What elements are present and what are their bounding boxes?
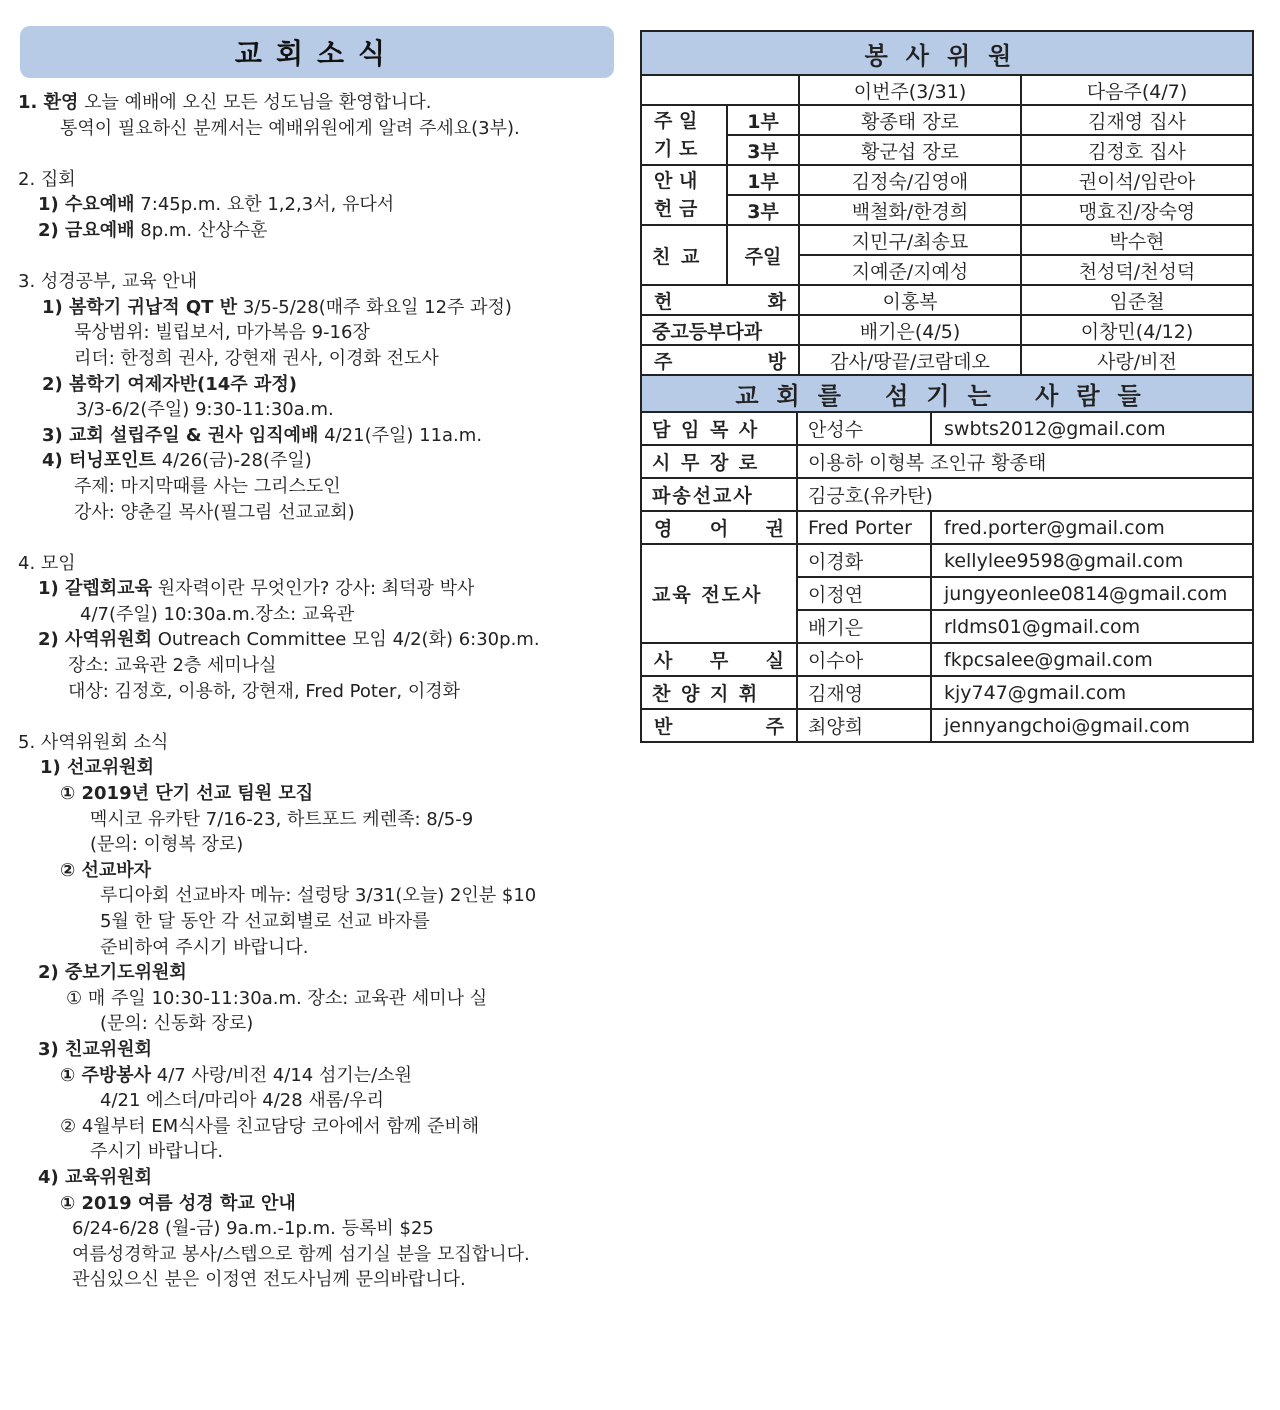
edu-name-3: 배기은 xyxy=(797,610,931,643)
youth-this: 배기은(4/5) xyxy=(799,315,1021,345)
news-line-text: 3/3-6/2(주일) 9:30-11:30a.m. xyxy=(76,399,334,421)
fellowship-label: 친 교 xyxy=(641,225,727,285)
usher-sub-1: 1부 xyxy=(727,165,799,195)
news-line xyxy=(18,807,630,833)
next-week-header: 다음주(4/7) xyxy=(1021,75,1253,105)
news-line xyxy=(18,1267,630,1293)
news-line xyxy=(18,1165,630,1191)
news-line-text: (문의: 이형복 장로) xyxy=(90,834,244,856)
news-line-text: 2. 집회 xyxy=(18,168,76,190)
news-line xyxy=(18,883,630,909)
prayer-label: 주 일 기 도 xyxy=(641,105,727,165)
news-line-text: 통역이 필요하신 분께서는 예배위원에게 알려 주세요(3부). xyxy=(60,117,520,139)
fellowship-next-2: 천성덕/천성덕 xyxy=(1021,255,1253,285)
usher-label: 안 내 헌 금 xyxy=(641,165,727,225)
news-line xyxy=(18,192,630,218)
news-line xyxy=(18,116,630,142)
news-line xyxy=(18,858,630,884)
news-line-text: 준비하여 주시기 바랍니다. xyxy=(100,936,309,958)
elders-label: 시 무 장 로 xyxy=(641,445,797,478)
accomp-label: 반 주 xyxy=(641,709,797,742)
news-line-text: 주제: 마지막때를 사는 그리스도인 xyxy=(74,475,341,497)
news-line xyxy=(18,935,630,961)
edu-name-1: 이경화 xyxy=(797,544,931,577)
missionary-label: 파송선교사 xyxy=(641,478,797,511)
news-line xyxy=(18,1139,630,1165)
prayer-sub-3: 3부 xyxy=(727,135,799,165)
fellowship-sub: 주일 xyxy=(727,225,799,285)
news-line-text: 3. 성경공부, 교육 안내 xyxy=(18,271,198,293)
news-line xyxy=(18,1063,630,1089)
kitchen-next: 사랑/비전 xyxy=(1021,345,1253,375)
prayer-this-1: 황종태 장로 xyxy=(799,105,1021,135)
church-news-column xyxy=(18,26,630,1293)
flower-next: 임준철 xyxy=(1021,285,1253,315)
news-line-heading: 2) 사역위원회 xyxy=(38,629,152,651)
news-line xyxy=(18,986,630,1012)
news-line-text: (문의: 신동화 장로) xyxy=(100,1013,254,1035)
news-line-text: 대상: 김정호, 이용하, 강현재, Fred Poter, 이경화 xyxy=(68,680,461,702)
news-line xyxy=(18,653,630,679)
news-line-heading: 2) 금요예배 xyxy=(38,219,135,241)
news-line-text: 4/21(주일) 11a.m. xyxy=(318,424,483,446)
news-line-text: 리더: 한정희 권사, 강현재 권사, 이경화 전도사 xyxy=(74,347,439,369)
english-label: 영 어 권 xyxy=(641,511,797,544)
news-line-heading: ② 선교바자 xyxy=(60,859,152,881)
news-line-heading: ① 2019년 단기 선교 팀원 모집 xyxy=(60,783,314,805)
news-line-text: 4/26(금)-28(주일) xyxy=(155,450,312,472)
news-line-text: 여름성경학교 봉사/스텝으로 함께 섬기실 분을 모집합니다. xyxy=(72,1243,530,1265)
news-line-text: 7:45p.m. 요한 1,2,3서, 유다서 xyxy=(134,194,395,216)
edu-email-2: jungyeonlee0814@gmail.com xyxy=(931,577,1253,610)
choir-email: kjy747@gmail.com xyxy=(931,676,1253,709)
prayer-next-1: 김재영 집사 xyxy=(1021,105,1253,135)
news-line-text: 관심있으신 분은 이정연 전도사님께 문의바랍니다. xyxy=(72,1269,466,1291)
staff-title: 교회를 섬기는 사람들 xyxy=(641,375,1253,412)
news-line-heading: 1) 선교위원회 xyxy=(40,757,154,779)
accomp-name: 최양희 xyxy=(797,709,931,742)
news-line-text: 4. 모임 xyxy=(18,552,76,574)
news-line xyxy=(18,372,630,398)
news-line-text: 3/5-5/28(매주 화요일 12주 과정) xyxy=(237,296,512,318)
news-line xyxy=(18,1191,630,1217)
edu-label: 교육 전도사 xyxy=(641,544,797,643)
header-blank xyxy=(641,75,799,105)
news-line-heading: 4) 교육위원회 xyxy=(38,1166,152,1188)
prayer-this-3: 황군섭 장로 xyxy=(799,135,1021,165)
edu-name-2: 이정연 xyxy=(797,577,931,610)
usher-next-3: 맹효진/장숙영 xyxy=(1021,195,1253,225)
news-line-heading: ① 주방봉사 xyxy=(60,1064,152,1086)
news-line xyxy=(18,602,630,628)
news-line-heading: 4) 터닝포인트 xyxy=(42,450,156,472)
pastor-name: 안성수 xyxy=(797,412,931,445)
news-line-heading: 1) 갈렙회교육 xyxy=(38,578,152,600)
news-spacer xyxy=(18,244,630,270)
news-line xyxy=(18,218,630,244)
news-line-text: 묵상범위: 빌립보서, 마가복음 9-16장 xyxy=(74,322,370,344)
prayer-next-3: 김정호 집사 xyxy=(1021,135,1253,165)
news-line-heading: 1. 환영 xyxy=(18,92,79,113)
news-line xyxy=(18,627,630,653)
news-line xyxy=(18,832,630,858)
office-label: 사 무 실 xyxy=(641,643,797,676)
news-line-heading: ① 2019 여름 성경 학교 안내 xyxy=(60,1192,296,1214)
usher-this-1: 김정숙/김영애 xyxy=(799,165,1021,195)
edu-email-3: rldms01@gmail.com xyxy=(931,610,1253,643)
news-line-heading: 1) 수요예배 xyxy=(38,194,135,216)
news-line xyxy=(18,448,630,474)
news-line xyxy=(18,755,630,781)
news-line-heading: 2) 중보기도위원회 xyxy=(38,962,187,984)
service-column xyxy=(640,30,1252,743)
choir-label: 찬 양 지 휘 xyxy=(641,676,797,709)
news-line-text: 주시기 바랍니다. xyxy=(90,1141,224,1163)
news-line-text: ① 매 주일 10:30-11:30a.m. 장소: 교육관 세미나 실 xyxy=(66,987,488,1009)
news-spacer xyxy=(18,704,630,730)
this-week-header: 이번주(3/31) xyxy=(799,75,1021,105)
flower-this: 이홍복 xyxy=(799,285,1021,315)
news-line-text: 5월 한 달 동안 각 선교회별로 선교 바자를 xyxy=(100,911,430,932)
news-line-text: ② 4월부터 EM식사를 친교담당 코아에서 함께 준비해 xyxy=(60,1115,480,1137)
kitchen-this: 감사/땅끝/코람데오 xyxy=(799,345,1021,375)
flower-label: 헌 화 xyxy=(641,285,799,315)
church-news-title: 교회소식 xyxy=(20,26,614,78)
news-line xyxy=(18,576,630,602)
news-line-text: 6/24-6/28 (월-금) 9a.m.-1p.m. 등록비 $25 xyxy=(72,1218,434,1240)
news-line-heading: 2) 봄학기 여제자반(14주 과정) xyxy=(42,373,297,395)
news-line xyxy=(18,295,630,321)
news-line-text: 8p.m. 산상수훈 xyxy=(134,219,268,241)
youth-next: 이창민(4/12) xyxy=(1021,315,1253,345)
news-spacer xyxy=(18,141,630,167)
news-line-heading: 3) 교회 설립주일 & 권사 임직예배 xyxy=(42,424,319,446)
news-line xyxy=(18,960,630,986)
news-line xyxy=(18,423,630,449)
news-line xyxy=(18,679,630,705)
news-line xyxy=(18,1216,630,1242)
staff-table xyxy=(640,374,1254,743)
news-line-text: Outreach Committee 모임 4/2(화) 6:30p.m. xyxy=(151,629,540,651)
church-news-list xyxy=(18,90,630,1293)
news-spacer xyxy=(18,525,630,551)
news-line-text: 4/7 사랑/비전 4/14 섬기는/소원 xyxy=(151,1064,412,1086)
news-line xyxy=(18,909,630,935)
fellowship-this-2: 지예준/지예성 xyxy=(799,255,1021,285)
news-line xyxy=(18,1011,630,1037)
news-line xyxy=(18,167,630,193)
news-line-text: 오늘 예배에 오신 모든 성도님을 환영합니다. xyxy=(78,92,432,113)
fellowship-next-1: 박수현 xyxy=(1021,225,1253,255)
office-email: fkpcsalee@gmail.com xyxy=(931,643,1253,676)
usher-this-3: 백철화/한경희 xyxy=(799,195,1021,225)
news-line-text: 강사: 양춘길 목사(필그림 선교교회) xyxy=(74,501,355,523)
elders-names: 이용하 이형복 조인규 황종태 xyxy=(797,445,1253,478)
news-line-heading: 1) 봄학기 귀납적 QT 반 xyxy=(42,296,238,318)
kitchen-label: 주 방 xyxy=(641,345,799,375)
news-line xyxy=(18,1242,630,1268)
pastor-label: 담 임 목 사 xyxy=(641,412,797,445)
missionary-name: 김긍호(유카탄) xyxy=(797,478,1253,511)
news-line xyxy=(18,781,630,807)
news-line-text: 원자력이란 무엇인가? 강사: 최덕광 박사 xyxy=(151,578,475,600)
news-line-text: 4/21 에스더/마리아 4/28 새롬/우리 xyxy=(100,1090,385,1112)
news-line xyxy=(18,90,630,116)
youth-snack-label: 중고등부다과 xyxy=(641,315,799,345)
news-line xyxy=(18,551,630,577)
prayer-sub-1: 1부 xyxy=(727,105,799,135)
news-line-text: 장소: 교육관 2층 세미나실 xyxy=(68,655,277,677)
service-committee-title: 봉사위원 xyxy=(641,31,1253,75)
edu-email-1: kellylee9598@gmail.com xyxy=(931,544,1253,577)
news-line xyxy=(18,500,630,526)
news-line-text: 멕시코 유카탄 7/16-23, 하트포드 케렌족: 8/5-9 xyxy=(90,808,474,830)
usher-next-1: 권이석/임란아 xyxy=(1021,165,1253,195)
choir-name: 김재영 xyxy=(797,676,931,709)
fellowship-this-1: 지민구/최송묘 xyxy=(799,225,1021,255)
news-line-text: 5. 사역위원회 소식 xyxy=(18,731,169,753)
pastor-email: swbts2012@gmail.com xyxy=(931,412,1253,445)
news-line-text: 루디아회 선교바자 메뉴: 설렁탕 3/31(오늘) 2인분 $10 xyxy=(100,885,537,907)
accomp-email: jennyangchoi@gmail.com xyxy=(931,709,1253,742)
office-name: 이수아 xyxy=(797,643,931,676)
news-line xyxy=(18,1114,630,1140)
news-line-heading: 3) 친교위원회 xyxy=(38,1038,152,1060)
service-committee-table xyxy=(640,30,1254,376)
usher-sub-3: 3부 xyxy=(727,195,799,225)
english-email: fred.porter@gmail.com xyxy=(931,511,1253,544)
news-line xyxy=(18,346,630,372)
news-line xyxy=(18,1037,630,1063)
english-name: Fred Porter xyxy=(797,511,931,544)
news-line xyxy=(18,320,630,346)
news-line xyxy=(18,269,630,295)
news-line xyxy=(18,1088,630,1114)
news-line xyxy=(18,474,630,500)
news-line-text: 4/7(주일) 10:30a.m.장소: 교육관 xyxy=(80,603,355,625)
news-line xyxy=(18,730,630,756)
news-line xyxy=(18,397,630,423)
